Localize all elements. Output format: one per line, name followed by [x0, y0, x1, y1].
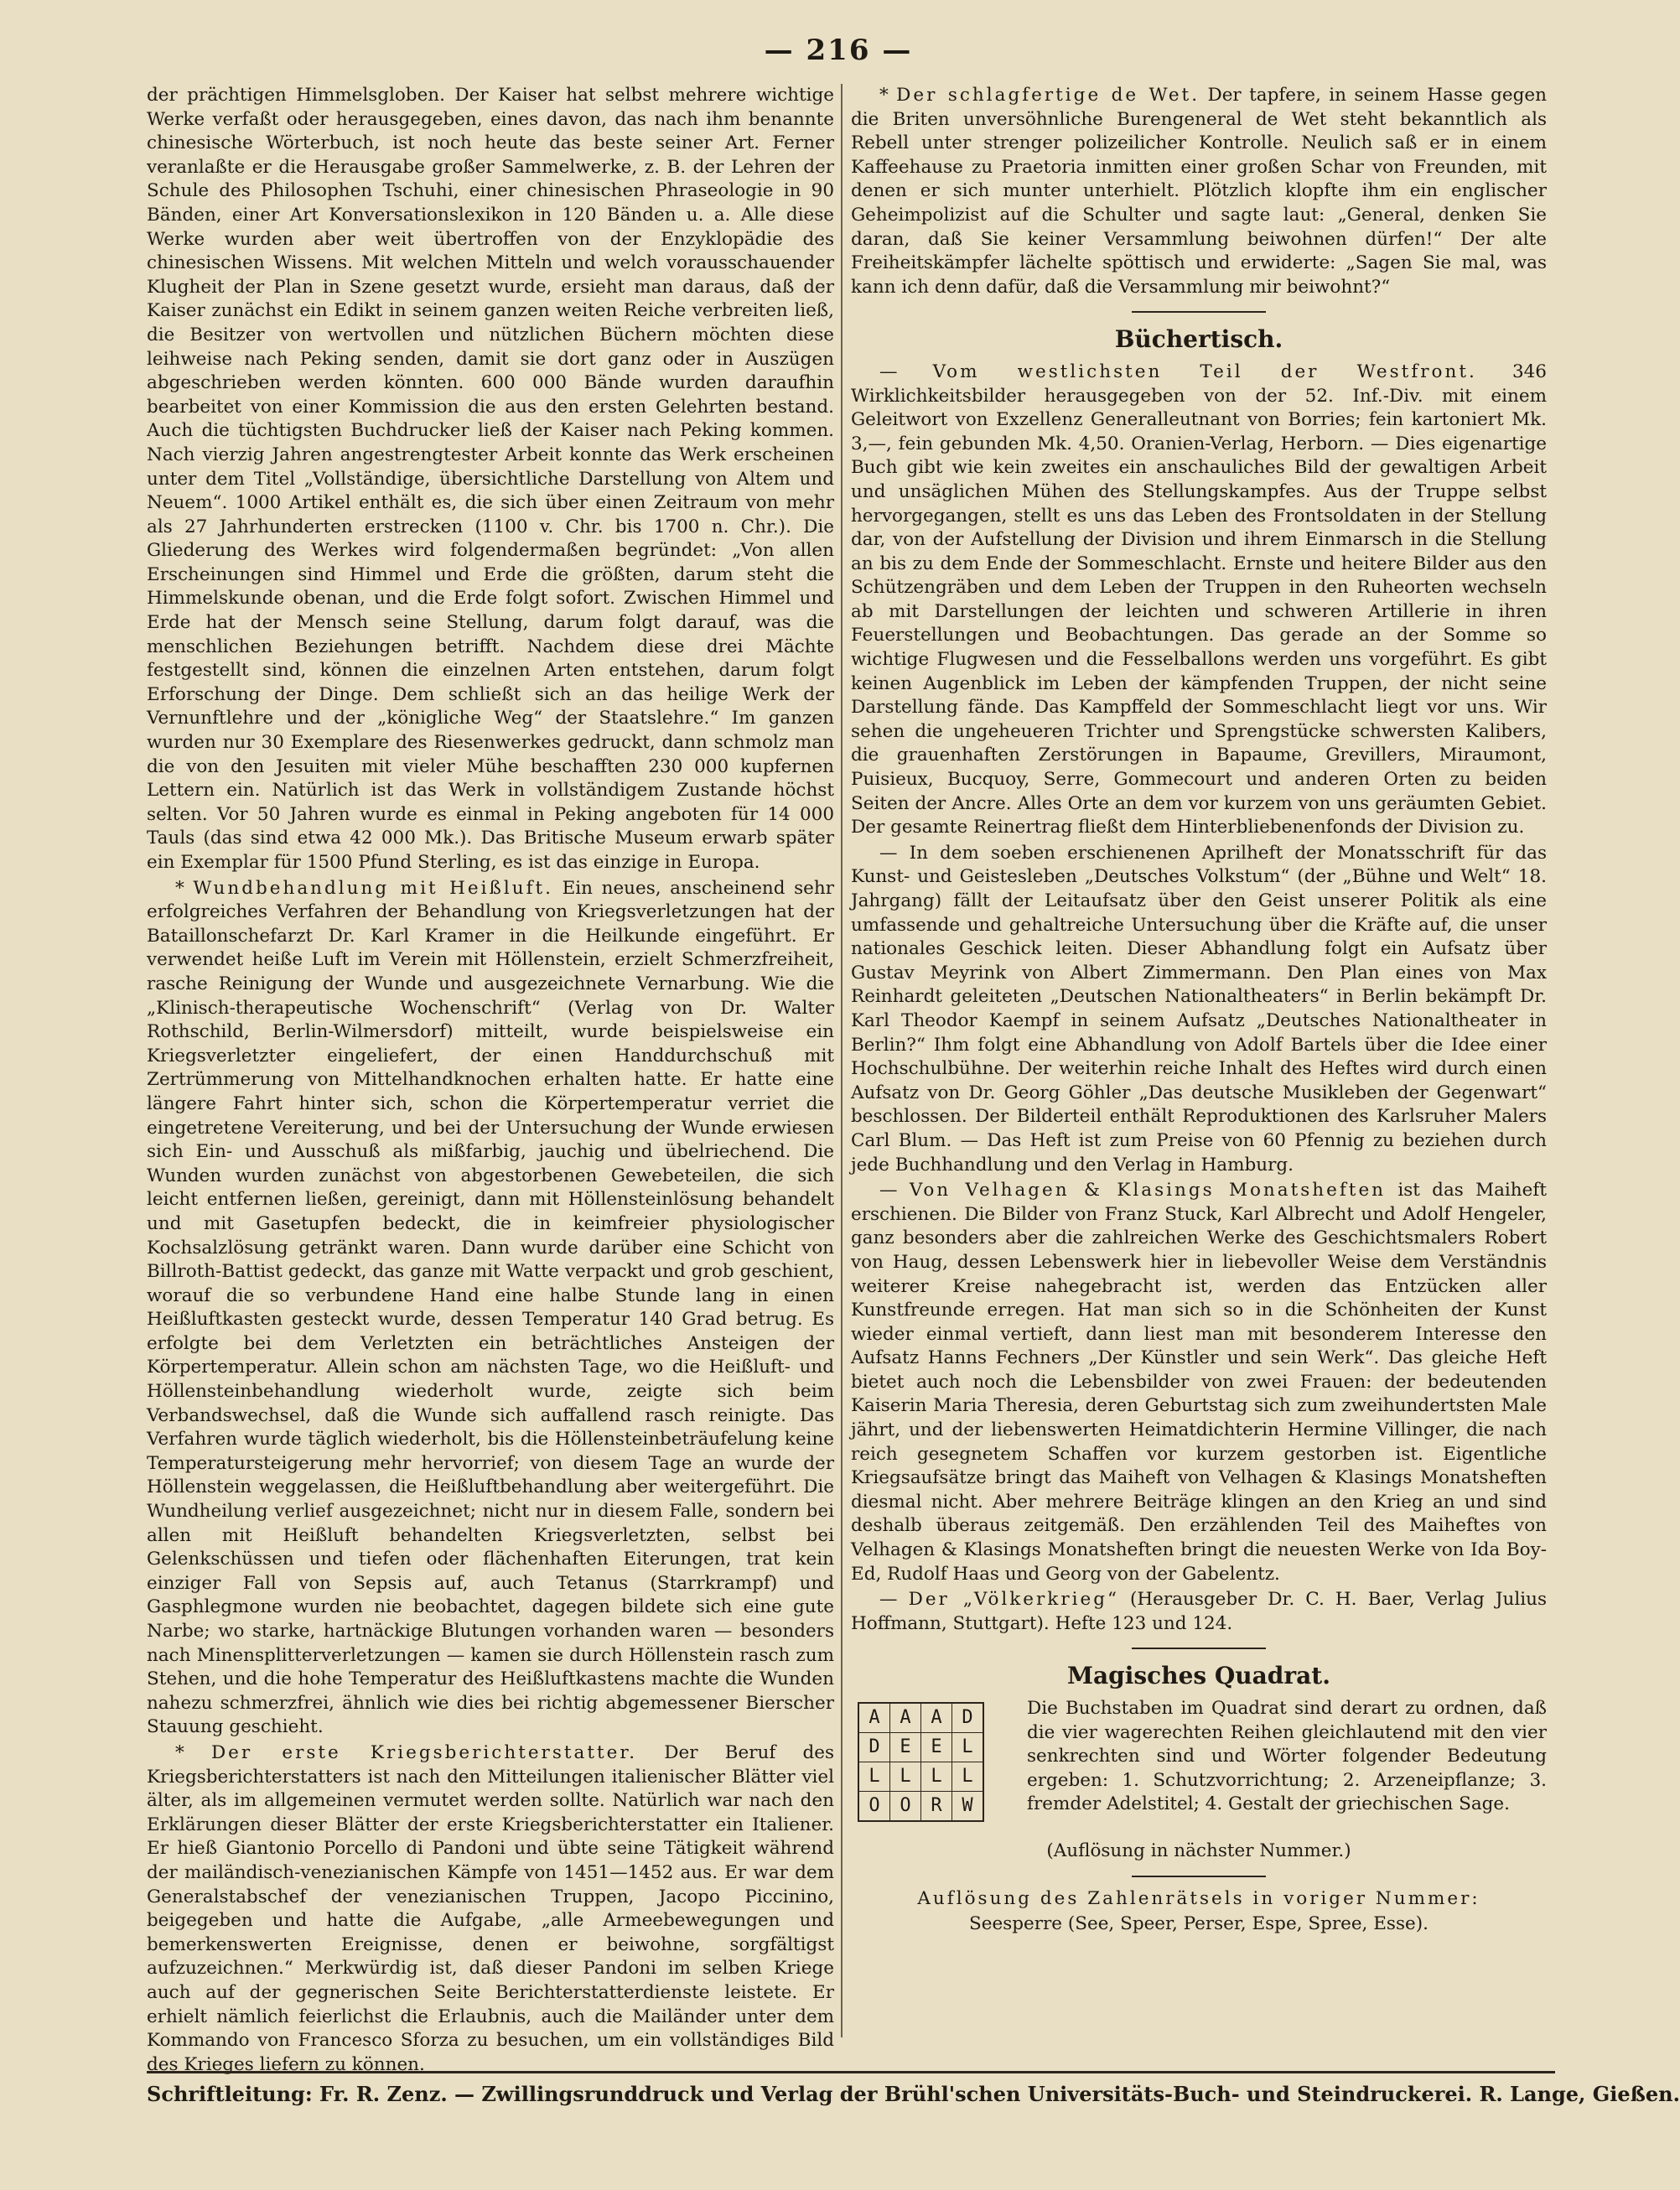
section-divider	[1132, 311, 1266, 313]
section-heading-buechertisch: Büchertisch.	[1114, 325, 1283, 354]
right-column	[851, 84, 1547, 2037]
grid-row	[858, 1762, 983, 1792]
grid-cell: E	[890, 1733, 921, 1762]
article-body: Ein neues, anscheinend sehr erfolgreiches Verfahren der Behandlung von Kriegsverletzungen hat der Bataillonschefarzt Dr. Karl Kramer in die Heilkunde eingeführt. Er verwendet heiße Luft im Verein mit Höllenstein, erzielt Schmerzfreiheit, rasche Reinigung der Wunde und ausgezeichnete Vernarbung. Wie die „Klinisch-therapeutische Wochenschrift“ (Verlag von Dr. Walter Rothschild, Berlin-Wilmersdorf) mitteilt, wurde beispielsweise ein Kriegsverletzter eingeliefert, der einen Handdurchschuß mit Zertrümmerung von Mittelhandknochen erhalten hatte. Er hatte eine längere Fahrt hinter sich, schon die Körpertemperatur verriet die eingetretene Vereiterung, und bei der Untersuchung der Wunde erwiesen sich Ein- und Ausschuß als mißfarbig, jauchig und übelriechend. Die Wunden wurden zunächst von abgestorbenen Gewebeteilen, die sich leicht entfernen ließen, gereinigt, dann mit Höllensteinlösung behandelt und mit Gasetupfen bedeckt, die in keimfreier physiologischer Kochsalzlösung getränkt waren. Dann wurde darüber eine Schicht von Billroth-Battist gedeckt, das ganze mit Watte verpackt und grob geschient, worauf die so verbundene Hand eine halbe Stunde lang in einen Heißluftkasten gesteckt wurde, dessen Temperatur 140 Grad betrug. Es erfolgte bei dem Verletzten ein beträchtliches Ansteigen der Körpertemperatur. Allein schon am nächsten Tage, wo die Heißluft- und Höllensteinbehandlung wiederholt wurde, zeigte sich beim Verbandswechsel, daß die Wunde sich auffallend rasch reinigte. Das Verfahren wurde täglich wiederholt, bis die Höllensteinbeträufelung keine Temperatursteigerung mehr hervorrief; von diesem Tage an wurde der Höllenstein weggelassen, die Heißluftbehandlung aber weitergeführt. Die Wundheilung verlief ausgezeichnet; nicht nur in diesem Falle, sondern bei allen mit Heißluft behandelten Kriegsverletzten, selbst bei Gelenkschüssen und tiefen oder flächenhaften Eiterungen, trat kein einziger Fall von Sepsis auf, auch Tetanus (Starrkrampf) und Gasphlegmone wurden nie beobachtet, dagegen bildete sich eine gute Narbe; wo starke, hartnäckige Blutungen vorhanden waren — besonders nach Minensplitterverletzungen — kamen sie durch Höllenstein rasch zum Stehen, und die hohe Temperatur des Heißluftkastens machte die Wunden nahezu schmerzfrei, ähnlich wie dies bei richtig abgemessener Bierscher Stauung geschieht.	[147, 877, 834, 1738]
page-number: — 216 —	[764, 34, 913, 67]
review-title: Vom westlichsten Teil der Westfront.	[932, 361, 1477, 382]
grid-row	[858, 1703, 983, 1733]
review-voelkerkrieg: — Der „Völkerkrieg“ (Herausgeber Dr. C. H. Baer, Verlag Julius Hoffmann, Stuttgart). Hefte 123 und 124.	[851, 1589, 1547, 1634]
review-velhagen: — Von Velhagen & Klasings Monatsheften ist das Maiheft erschienen. Die Bilder von Franz Stuck, Karl Albrecht und Adolf Hengeler, ganz besonders aber die zahlreichen Werke des Geschichtsmalers Robert von Haug, dessen Lebenswerk hier in liebevoller Weise dem Verständnis weiterer Kreise nahegebracht ist, werden das Entzücken aller Kunstfreunde erregen. Hat man sich so in die Schönheiten der Kunst wieder einmal vertieft, dann liest man mit besonderem Interesse den Aufsatz Hanns Fechners „Der Künstler und sein Werk“. Das gleiche Heft bietet auch noch die Lebensbilder von zwei Frauen: der bedeutenden Kaiserin Maria Theresia, deren Geburtstag sich zum zweihundertsten Male jährt, und der liebenswerten Heimatdichterin Hermine Villinger, die nach reich gesegnetem Schaffen vor kurzem gestorben ist. Eigentliche Kriegsaufsätze bringt das Maiheft von Velhagen & Klasings Monatsheften diesmal nicht. Aber mehrere Beiträge klingen an den Krieg an und sind deshalb überaus zeitgemäß. Den erzählenden Teil des Maiheftes von Velhagen & Klasings Monatsheften bringt die neuesten Werke von Ida Boy-Ed, Rudolf Haas und Georg von der Gabelentz.	[851, 1180, 1547, 1585]
solution-text: Seesperre (See, Speer, Perser, Espe, Spree, Esse).	[969, 1913, 1429, 1935]
publisher-footer: Schriftleitung: Fr. R. Zenz. — Zwillingsrunddruck und Verlag der Brühl'schen Universitäts-Buch- und Steindruckerei. R. Lange, Gießen.	[147, 2071, 1555, 2106]
article-title: Wundbehandlung mit Heißluft.	[193, 877, 554, 899]
review-title: Von Velhagen & Klasings Monatsheften	[909, 1180, 1387, 1201]
grid-cell: A	[921, 1703, 952, 1733]
left-column	[147, 84, 834, 2075]
article-body: Der Beruf des Kriegsberichterstatters ist nach den Mitteilungen italienischer Blätter viel älter, als im allgemeinen vermutet werden sollte. Natürlich war nach den Erklärungen dieser Blätter der erste Kriegsberichterstatter ein Italiener. Er hieß Giantonio Porcello di Pandoni und übte seine Tätigkeit während der mailändisch-venezianischen Kämpfe von 1451—1452 aus. Er war dem Generalstabschef der venezianischen Truppen, Jacopo Piccinino, beigegeben und hatte die Aufgabe, „alle Armeebewegungen und bemerkenswerten Ereignisse, denen er beiwohne, sorgfältigst aufzuzeichnen.“ Merkwürdig ist, daß dieser Pandoni im selben Kriege auch auf der gegnerischen Seite Berichterstatterdienste leistete. Er erhielt nämlich feierlichst die Erlaubnis, auch die Mailänder unter dem Kommando von Francesco Sforza zu besuchen, um ein vollständiges Bild des Krieges liefern zu können.	[147, 1741, 834, 2075]
review-body: ist das Maiheft erschienen. Die Bilder von Franz Stuck, Karl Albrecht und Adolf Hengeler, ganz besonders aber die zahlreichen Werke des Geschichtsmalers Robert von Haug, dessen Lebenswerk hier in liebevoller Weise dem Verständnis weiterer Kreise nahegebracht ist, werden das Entzücken aller Kunstfreunde erregen. Hat man sich so in die Schönheiten der Kunst wieder einmal vertieft, dann liest man mit besonderem Interesse den Aufsatz Hanns Fechners „Der Künstler und sein Werk“. Das gleiche Heft bietet auch noch die Lebensbilder von zwei Frauen: der bedeutenden Kaiserin Maria Theresia, deren Geburtstag sich zum zweihundertsten Male jährt, und der liebenswerten Heimatdichterin Hermine Villinger, die nach reich gesegnetem Schaffen vor kurzem gestorben ist. Eigentliche Kriegsaufsätze bringt das Maiheft von Velhagen & Klasings Monatsheften diesmal nicht. Aber mehrere Beiträge klingen an den Krieg an und sind deshalb überaus zeitgemäß. Den erzählenden Teil des Maiheftes von Velhagen & Klasings Monatsheften bringt die neuesten Werke von Ida Boy-Ed, Rudolf Haas und Georg von der Gabelentz.	[851, 1180, 1547, 1585]
grid-row	[858, 1733, 983, 1762]
article-war-correspondent: * Der erste Kriegsberichterstatter. Der Beruf des Kriegsberichterstatters ist nach den Mitteilungen italienischer Blätter viel älter, als im allgemeinen vermutet werden sollte. Natürlich war nach den Erklärungen dieser Blätter der erste Kriegsberichterstatter ein Italiener. Er hieß Giantonio Porcello di Pandoni und übte seine Tätigkeit während der mailändisch-venezianischen Kämpfe von 1451—1452 aus. Er war dem Generalstabschef der venezianischen Truppen, Jacopo Piccinino, beigegeben und hatte die Aufgabe, „alle Armeebewegungen und bemerkenswerten Ereignisse, denen er beiwohne, sorgfältigst aufzuzeichnen.“ Merkwürdig ist, daß dieser Pandoni im selben Kriege auch auf der gegnerischen Seite Berichterstatterdienste leistete. Er erhielt nämlich feierlichst die Erlaubnis, auch die Mailänder unter dem Kommando von Francesco Sforza zu besuchen, um ein vollständiges Bild des Krieges liefern zu können.	[147, 1741, 834, 2075]
puzzle-heading: Magisches Quadrat.	[1067, 1662, 1330, 1690]
article-chinese-encyclopedia: der prächtigen Himmelsgloben. Der Kaiser hat selbst mehrere wichtige Werke verfaßt oder herausgegeben, eines davon, das nach ihm benannte chinesische Wörterbuch, ist noch heute das beste seiner Art. Ferner veranlaßte er die Herausgabe großer Sammelwerke, z. B. der Lehren der Schule des Philosophen Tschuhi, einer chinesischen Phraseologie in 90 Bänden, einer Art Konversationslexikon in 120 Bänden u. a. Alle diese Werke wurden aber weit übertroffen von der Enzyklopädie des chinesischen Wissens. Mit welchen Mitteln und welch vorausschauender Klugheit der Plan in Szene gesetzt wurde, ersieht man daraus, daß der Kaiser zunächst ein Edikt in seinem ganzen weiten Reiche verbreiten ließ, die Besitzer von wertvollen und nützlichen Büchern möchten diese leihweise nach Peking senden, damit sie dort ganz oder in Auszügen abgeschrieben werden könnten. 600 000 Bände wurden daraufhin bearbeitet von einer Kommission die aus den ersten Gelehrten bestand. Auch die tüchtigsten Buchdrucker ließ der Kaiser nach Peking kommen. Nach vierzig Jahren angestrengtester Arbeit konnte das Werk erscheinen unter dem Titel „Vollständige, übersichtliche Darstellung von Altem und Neuem“. 1000 Artikel enthält es, die sich über einen Zeitraum von mehr als 27 Jahrhunderten erstrecken (1100 v. Chr. bis 1700 n. Chr.). Die Gliederung des Werkes wird folgendermaßen begründet: „Von allen Erscheinungen sind Himmel und Erde die größten, darum steht die Himmelskunde obenan, und die Erde folgt sofort. Zwischen Himmel und Erde hat der Mensch seine Stellung, darum folgt darauf, was die menschlichen Beziehungen betrifft. Nachdem diese drei Mächte festgestellt sind, können die einzelnen Arten entstehen, darum folgt Erforschung der Dinge. Dem schließt sich an das heilige Werk der Vernunftlehre und der „königliche Weg“ der Staatslehre.“ Im ganzen wurden nur 30 Exemplare des Riesenwerkes gedruckt, dann schmolz man die von den Jesuiten mit vieler Mühe beschafften 230 000 kupfernen Lettern ein. Natürlich ist das Werk in vollständigem Zustande höchst selten. Vor 50 Jahren wurde es einmal in Peking angeboten für 14 000 Tauls (das sind etwa 42 000 Mk.). Das Britische Museum erwarb später ein Exemplar für 1500 Pfund Sterling, es ist das einzige in Europa.	[147, 85, 834, 873]
grid-cell: L	[952, 1762, 984, 1792]
grid-cell: W	[952, 1792, 984, 1822]
grid-cell: D	[952, 1703, 984, 1733]
puzzle-instructions: Die Buchstaben im Quadrat sind derart zu ordnen, daß die vier wagerechten Reihen gleichlautend mit den vier senkrechten sind und Wörter folgender Bedeutung ergeben: 1. Schutzvorrichtung; 2. Arzeneipflanze; 3. fremder Adelstitel; 4. Gestalt der griechischen Sage.	[1027, 1698, 1547, 1815]
article-body: Der tapfere, in seinem Hasse gegen die Briten unversöhnliche Burengeneral de Wet steht bekanntlich als Rebell unter strenger polizeilicher Kontrolle. Neulich saß er in einem Kaffeehause zu Praetoria inmitten einer großen Schar von Freunden, mit denen er sich munter unterhielt. Plötzlich klopfte ihm ein englischer Geheimpolizist auf die Schulter und sagte laut: „General, denken Sie daran, daß Sie keiner Versammlung beiwohnen dürfen!“ Der alte Freiheitskämpfer lächelte spöttisch und erwiderte: „Sagen Sie mal, was kann ich denn dafür, daß die Versammlung mir beiwohnt?“	[851, 85, 1547, 298]
grid-cell: A	[858, 1703, 890, 1733]
grid-cell: L	[952, 1733, 984, 1762]
grid-cell: R	[921, 1792, 952, 1822]
grid-row	[858, 1792, 983, 1822]
article-wound-treatment: * Wundbehandlung mit Heißluft. Ein neues, anscheinend sehr erfolgreiches Verfahren der Behandlung von Kriegsverletzungen hat der Bataillonschefarzt Dr. Karl Kramer in die Heilkunde eingeführt. Er verwendet heiße Luft im Verein mit Höllenstein, erzielt Schmerzfreiheit, rasche Reinigung der Wunde und ausgezeichnete Vernarbung. Wie die „Klinisch-therapeutische Wochenschrift“ (Verlag von Dr. Walter Rothschild, Berlin-Wilmersdorf) mitteilt, wurde beispielsweise ein Kriegsverletzter eingeliefert, der einen Handdurchschuß mit Zertrümmerung von Mittelhandknochen erhalten hatte. Er hatte eine längere Fahrt hinter sich, schon die Körpertemperatur verriet die eingetretene Vereiterung, und bei der Untersuchung der Wunde erwiesen sich Ein- und Ausschuß als mißfarbig, jauchig und übelriechend. Die Wunden wurden zunächst von abgestorbenen Gewebeteilen, die sich leicht entfernen ließen, gereinigt, dann mit Höllensteinlösung behandelt und mit Gasetupfen bedeckt, die in keimfreier physiologischer Kochsalzlösung getränkt waren. Dann wurde darüber eine Schicht von Billroth-Battist gedeckt, das ganze mit Watte verpackt und grob geschient, worauf die so verbundene Hand eine halbe Stunde lang in einen Heißluftkasten gesteckt wurde, dessen Temperatur 140 Grad betrug. Es erfolgte bei dem Verletzten ein beträchtliches Ansteigen der Körpertemperatur. Allein schon am nächsten Tage, wo die Heißluft- und Höllensteinbehandlung wiederholt wurde, zeigte sich beim Verbandswechsel, daß die Wunde sich auffallend rasch reinigte. Das Verfahren wurde täglich wiederholt, bis die Höllensteinbeträufelung keine Temperatursteigerung mehr hervorrief; von diesem Tage an wurde der Höllenstein weggelassen, die Heißluftbehandlung aber weitergeführt. Die Wundheilung verlief ausgezeichnet; nicht nur in diesem Falle, sondern bei allen mit Heißluft behandelten Kriegsverletzten, selbst bei Gelenkschüssen und tiefen oder flächenhaften Eiterungen, trat kein einziger Fall von Sepsis auf, auch Tetanus (Starrkrampf) und Gasphlegmone wurden nie beobachtet, dagegen bildete sich eine gute Narbe; wo starke, hartnäckige Blutungen vorhanden waren — besonders nach Minensplitterverletzungen — kamen sie durch Höllenstein rasch zum Stehen, und die hohe Temperatur des Heißluftkastens machte die Wunden nahezu schmerzfrei, ähnlich wie dies bei richtig abgemessener Bierscher Stauung geschieht.	[147, 877, 834, 1738]
grid-cell: L	[890, 1762, 921, 1792]
grid-cell: L	[921, 1762, 952, 1792]
section-divider	[1132, 1648, 1266, 1649]
grid-cell: O	[858, 1792, 890, 1822]
magic-square-grid	[858, 1702, 984, 1822]
grid-cell: A	[890, 1703, 921, 1733]
grid-cell: D	[858, 1733, 890, 1762]
review-volkstum: — In dem soeben erschienenen Aprilheft der Monatsschrift für das Kunst- und Geistesleben „Deutsches Volkstum“ (der „Bühne und Welt“ 18. Jahrgang) fällt der Leitaufsatz über den Geist unserer Politik als eine umfassende und gehaltreiche Untersuchung über die Kräfte auf, die unser nationales Geschick leiten. Dieser Abhandlung folgt ein Aufsatz über Gustav Meyrink von Albert Zimmermann. Den Plan eines von Max Reinhardt geleiteten „Deutschen Nationaltheaters“ in Berlin bekämpft Dr. Karl Theodor Kaempf in seinem Aufsatz „Deutsches Nationaltheater in Berlin?“ Ihm folgt eine Abhandlung von Adolf Bartels über die Idee einer Hochschulbühne. Der weiterhin reiche Inhalt des Heftes wird durch einen Aufsatz von Dr. Georg Göhler „Das deutsche Musikleben der Gegenwart“ beschlossen. Der Bilderteil enthält Reproduktionen des Karlsruher Malers Carl Blum. — Das Heft ist zum Preise von 60 Pfennig zu beziehen durch jede Buchhandlung und den Verlag in Hamburg.	[851, 842, 1547, 1175]
review-title: Der „Völkerkrieg“	[908, 1589, 1119, 1611]
grid-cell: E	[921, 1733, 952, 1762]
grid-cell: O	[890, 1792, 921, 1822]
article-title: Der erste Kriegsberichterstatter.	[210, 1741, 638, 1763]
section-divider	[1132, 1876, 1266, 1877]
article-title: Der schlagfertige de Wet.	[896, 85, 1200, 106]
grid-cell: L	[858, 1762, 890, 1792]
article-de-wet: * Der schlagfertige de Wet. Der tapfere, in seinem Hasse gegen die Briten unversöhnliche Burengeneral de Wet steht bekanntlich als Rebell unter strenger polizeilicher Kontrolle. Neulich saß er in einem Kaffeehause zu Praetoria inmitten einer großen Schar von Freunden, mit denen er sich munter unterhielt. Plötzlich klopfte ihm ein englischer Geheimpolizist auf die Schulter und sagte laut: „General, denken Sie daran, daß Sie keiner Versammlung beiwohnen dürfen!“ Der alte Freiheitskämpfer lächelte spöttisch und erwiderte: „Sagen Sie mal, was kann ich denn dafür, daß die Versammlung mir beiwohnt?“	[851, 85, 1547, 298]
puzzle-solution-note: (Auflösung in nächster Nummer.)	[1046, 1840, 1351, 1861]
review-westfront: — Vom westlichsten Teil der Westfront. 346 Wirklichkeitsbilder herausgegeben von der 52. Inf.-Div. mit einem Geleitwort von Exzellenz Generalleutnant von Borries; fein kartoniert Mk. 3,—, fein gebunden Mk. 4,50. Oranien-Verlag, Herborn. — Dies eigenartige Buch gibt wie kein zweites ein anschauliches Bild der gewaltigen Arbeit und unsäglichen Mühen des Stellungskampfes. Aus der Truppe selbst hervorgegangen, stellt es uns das Leben des Frontsoldaten in der Stellung dar, von der Aufstellung der Division und ihrem Einmarsch in die Stellung an bis zu dem Ende der Sommeschlacht. Ernste und heitere Bilder aus den Schützengräben und dem Leben der Truppen in den Ruheorten wechseln ab mit Darstellungen der leichten und schweren Artillerie in ihren Feuerstellungen und Beobachtungen. Das gerade an der Somme so wichtige Flugwesen und die Fesselballons werden uns vorgeführt. Es gibt keinen Augenblick im Leben der kämpfenden Truppen, der nicht seine Darstellung fände. Das Kampffeld der Sommeschlacht liegt vor uns. Wir sehen die ungeheueren Trichter und Sprengstücke schwersten Kalibers, die grauenhaften Zerstörungen in Bapaume, Grevillers, Miraumont, Puisieux, Bucquoy, Serre, Gommecourt und anderen Orten zu beiden Seiten der Ancre. Alles Orte an dem vor kurzem von uns geräumten Gebiet. Der gesamte Reinertrag fließt dem Hinterbliebenenfonds der Division zu.	[851, 361, 1547, 838]
column-divider	[841, 84, 843, 2037]
solution-heading: Auflösung des Zahlenrätsels in voriger Nummer:	[917, 1887, 1480, 1909]
review-body: 346 Wirklichkeitsbilder herausgegeben von der 52. Inf.-Div. mit einem Geleitwort von Exzellenz Generalleutnant von Borries; fein kartoniert Mk. 3,—, fein gebunden Mk. 4,50. Oranien-Verlag, Herborn. — Dies eigenartige Buch gibt wie kein zweites ein anschauliches Bild der gewaltigen Arbeit und unsäglichen Mühen des Stellungskampfes. Aus der Truppe selbst hervorgegangen, stellt es uns das Leben des Frontsoldaten in der Stellung dar, von der Aufstellung der Division und ihrem Einmarsch in die Stellung an bis zu dem Ende der Sommeschlacht. Ernste und heitere Bilder aus den Schützengräben und dem Leben der Truppen in den Ruheorten wechseln ab mit Darstellungen der leichten und schweren Artillerie in ihren Feuerstellungen und Beobachtungen. Das gerade an der Somme so wichtige Flugwesen und die Fesselballons werden uns vorgeführt. Es gibt keinen Augenblick im Leben der kämpfenden Truppen, der nicht seine Darstellung fände. Das Kampffeld der Sommeschlacht liegt vor uns. Wir sehen die ungeheueren Trichter und Sprengstücke schwersten Kalibers, die grauenhaften Zerstörungen in Bapaume, Grevillers, Miraumont, Puisieux, Bucquoy, Serre, Gommecourt und anderen Orten zu beiden Seiten der Ancre. Alles Orte an dem vor kurzem von uns geräumten Gebiet. Der gesamte Reinertrag fließt dem Hinterbliebenenfonds der Division zu.	[851, 361, 1547, 838]
review-body: (Herausgeber Dr. C. H. Baer, Verlag Julius Hoffmann, Stuttgart). Hefte 123 und 124.	[851, 1589, 1547, 1634]
magic-square-puzzle	[851, 1697, 1547, 1840]
